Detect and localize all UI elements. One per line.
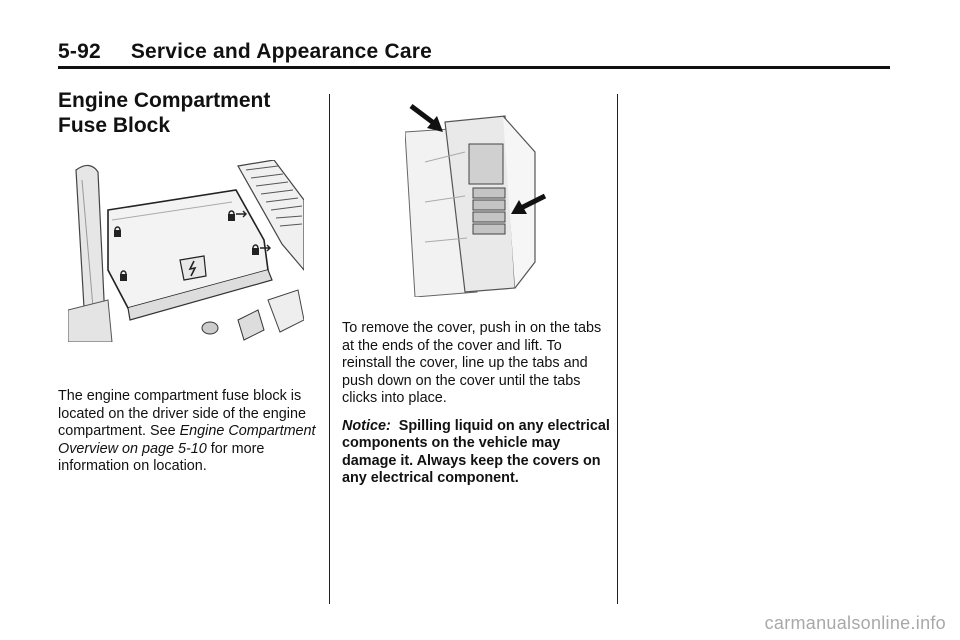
right-column bbox=[342, 88, 610, 488]
notice-block bbox=[342, 418, 610, 488]
fuse-block-location-paragraph bbox=[58, 388, 316, 476]
chapter-title: Service and Appearance Care bbox=[130, 40, 432, 63]
column-divider-left bbox=[329, 94, 330, 604]
paragraph-text-end: for more information on location. bbox=[58, 440, 265, 474]
notice-text: Spilling liquid on any electrical components on the vehicle may damage it. Always keep the covers on any electrical component. bbox=[342, 417, 610, 486]
cover-removal-instructions: To remove the cover, push in on the tabs at the ends of the cover and lift. To reinstall the cover, line up the tabs and push down on the cover until the tabs clicks into place. bbox=[342, 320, 602, 406]
page-number: 5-92 bbox=[58, 40, 101, 63]
section-title-line2: Fuse Block bbox=[58, 114, 171, 137]
paragraph-text: The engine compartment fuse block is located on the driver side of the engine compartment. See bbox=[58, 388, 307, 439]
page-header bbox=[58, 40, 890, 64]
header-rule bbox=[58, 66, 890, 69]
section-title bbox=[58, 88, 316, 138]
notice-label: Notice: bbox=[342, 417, 391, 434]
cross-reference-link[interactable]: Engine Compartment Overview on page 5-10 bbox=[58, 423, 316, 457]
fuse-block-illustration bbox=[68, 160, 304, 342]
watermark: carmanualsonline.info bbox=[764, 613, 946, 633]
section-title-line1: Engine Compartment bbox=[58, 89, 271, 112]
column-divider-right bbox=[617, 94, 618, 604]
